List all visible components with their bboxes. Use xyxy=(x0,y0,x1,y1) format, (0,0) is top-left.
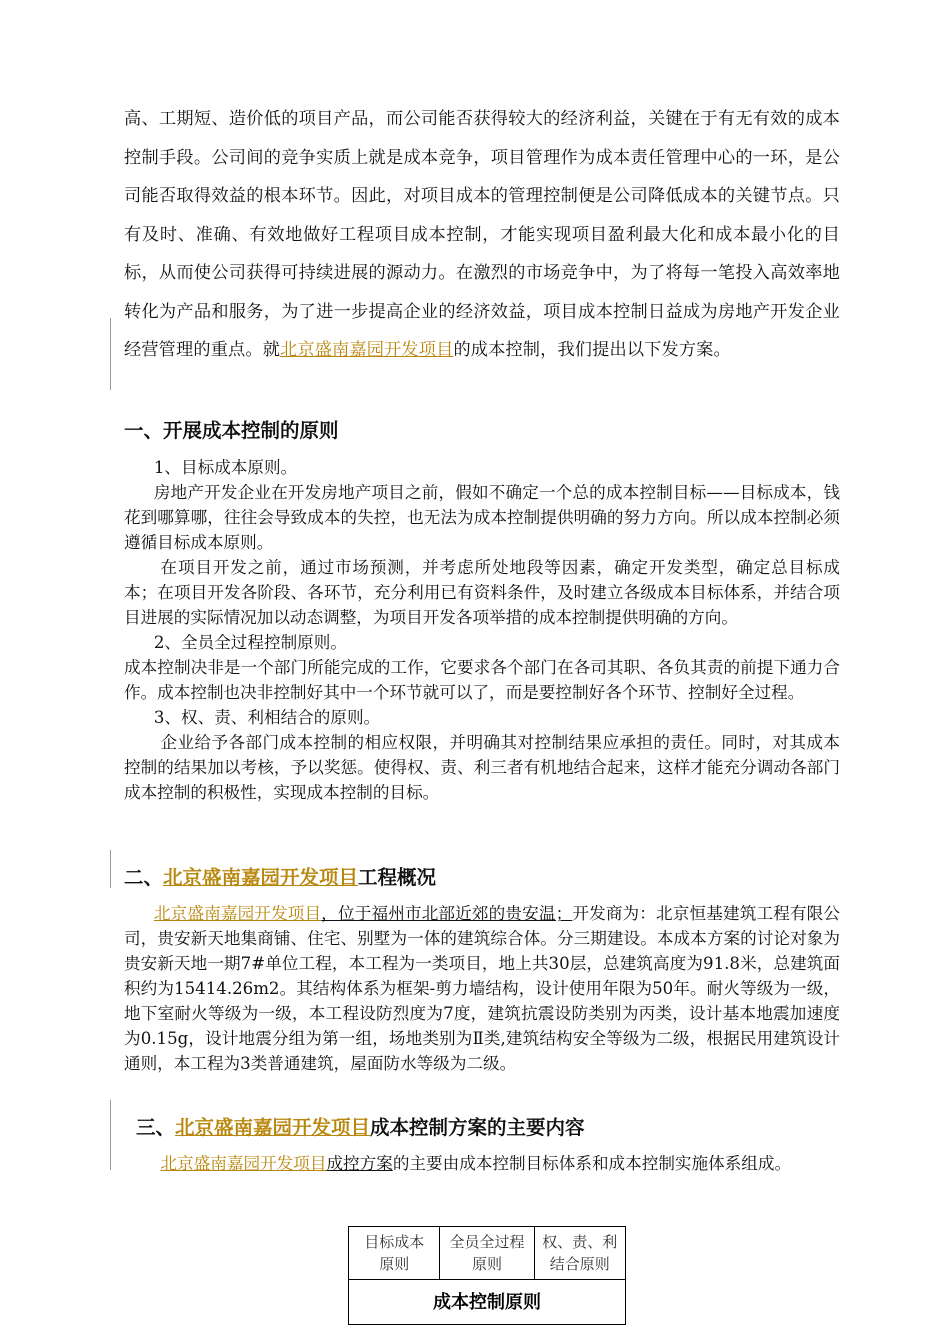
section1-heading: 一、开展成本控制的原则 xyxy=(124,419,339,442)
diagram-cell-text: 原则 xyxy=(379,1255,410,1273)
diagram-root-label: 成本控制原则 xyxy=(349,1280,626,1325)
diagram-cell-full-process xyxy=(440,1227,534,1280)
section2-heading-suffix: 工程概况 xyxy=(358,866,437,889)
project-link[interactable]: 北京盛南嘉园开发项目 xyxy=(280,340,454,360)
intro-text: 高、工期短、造价低的项目产品，而公司能否获得较大的经济利益，关键在于有无有效的成本控制手段。公司间的竞争实质上就是成本竞争，项目管理作为成本责任管理中心的一环，是公司能否取得效益的根本环节。因此，对项目成本的管理控制便是公司降低成本的关键节点。只有及时、准确、有效地做好工程项目成本控制，才能实现项目盈利最大化和成本最小化的目标，从而使公司获得可持续进展的源动力。在激烈的市场竞争中，为了将每一笔投入高效率地转化为产品和服务，为了进一步提高企业的经济效益，项目成本控制日益成为房地产开发企业经营管理的重点。就 xyxy=(124,109,840,360)
section3-body xyxy=(124,1151,840,1176)
diagram-cell-text: 结合原则 xyxy=(549,1255,610,1273)
section3-heading-prefix: 三、 xyxy=(136,1116,176,1139)
principle2-title: 2、全员全过程控制原则。 xyxy=(153,633,347,652)
diagram-cell-text: 全员全过程 xyxy=(449,1233,525,1251)
section3-heading xyxy=(136,1112,585,1140)
section3-heading-suffix: 成本控制方案的主要内容 xyxy=(370,1116,585,1139)
intro-text-end: 的成本控制，我们提出以下发方案。 xyxy=(453,340,731,360)
principle1-text-a: 房地产开发企业在开发房地产项目之前，假如不确定一个总的成本控制目标——目标成本，钱花到哪算哪，往往会导致成本的失控，也无法为成本控制提供明确的努力方向。所以成本控制必须遵循目标成本原则。 xyxy=(124,483,840,552)
section2-heading-link[interactable]: 北京盛南嘉园开发项目 xyxy=(163,866,359,889)
section2-heading xyxy=(124,862,436,890)
edit-marker xyxy=(110,318,111,390)
section2-body xyxy=(124,901,840,1076)
section3-plan-link: 成控方案 xyxy=(326,1154,393,1173)
section3-text: 的主要由成本控制目标体系和成本控制实施体系组成。 xyxy=(392,1154,792,1173)
section2-text: 开发商为：北京恒基建筑工程有限公司，贵安新天地集商铺、住宅、别墅为一体的建筑综合体。分三期建设。本成本方案的讨论对象为贵安新天地一期7#单位工程，本工程为一类项目，地上共30层，总建筑高度为91.8米，总建筑面积约为15414.26m2。其结构体系为框架-剪力墙结构，设计使用年限为50年。耐火等级为一级，地下室耐火等级为一级，本工程设防烈度为7度，建筑抗震设防类别为丙类，设计基本地震加速度为0.15g，设计地震分组为第一组，场地类别为Ⅱ类,建筑结构安全等级为二级，根据民用建筑设计通则，本工程为3类普通建筑，屋面防水等级为二级。 xyxy=(124,904,841,1073)
diagram-cell-rights xyxy=(534,1227,625,1280)
diagram-top-row xyxy=(349,1227,626,1280)
section2-location: ，位于福州市北部近郊的贵安温； xyxy=(321,904,573,923)
principle3-title: 3、权、责、利相结合的原则。 xyxy=(153,708,381,727)
section2-heading-prefix: 二、 xyxy=(124,866,164,889)
principle3-text: 企业给予各部门成本控制的相应权限，并明确其对控制结果应承担的责任。同时，对其成本控制的结果加以考核，予以奖惩。使得权、责、利三者有机地结合起来，这样才能充分调动各部门成本控制的积极性，实现成本控制的目标。 xyxy=(124,733,840,802)
diagram-cell-text: 原则 xyxy=(471,1255,502,1273)
diagram-cell-text: 目标成本 xyxy=(364,1233,425,1251)
principle1-text-b: 在项目开发之前，通过市场预测，并考虑所处地段等因素，确定开发类型，确定总目标成本；在项目开发各阶段、各环节，充分利用已有资料条件，及时建立各级成本目标体系，并结合项目进展的实际情况加以动态调整，为项目开发各项举措的成本控制提供明确的方向。 xyxy=(124,558,840,627)
diagram-cell-target-cost xyxy=(349,1227,440,1280)
cost-principles-diagram xyxy=(348,1226,626,1325)
diagram-bottom-row xyxy=(349,1280,626,1325)
intro-paragraph xyxy=(124,100,840,370)
edit-marker xyxy=(110,850,111,888)
principle1-title: 1、目标成本原则。 xyxy=(153,458,298,477)
section1-body xyxy=(124,455,840,805)
section2-project-link[interactable]: 北京盛南嘉园开发项目 xyxy=(153,904,322,923)
section3-project-link[interactable]: 北京盛南嘉园开发项目 xyxy=(160,1154,327,1173)
section3-heading-link[interactable]: 北京盛南嘉园开发项目 xyxy=(175,1116,371,1139)
edit-marker xyxy=(110,1100,111,1170)
principle2-text: 成本控制决非是一个部门所能完成的工作，它要求各个部门在各司其职、各负其责的前提下通力合作。成本控制也决非控制好其中一个环节就可以了，而是要控制好各个环节、控制好全过程。 xyxy=(124,658,840,702)
diagram-cell-text: 权、责、利 xyxy=(542,1233,618,1251)
